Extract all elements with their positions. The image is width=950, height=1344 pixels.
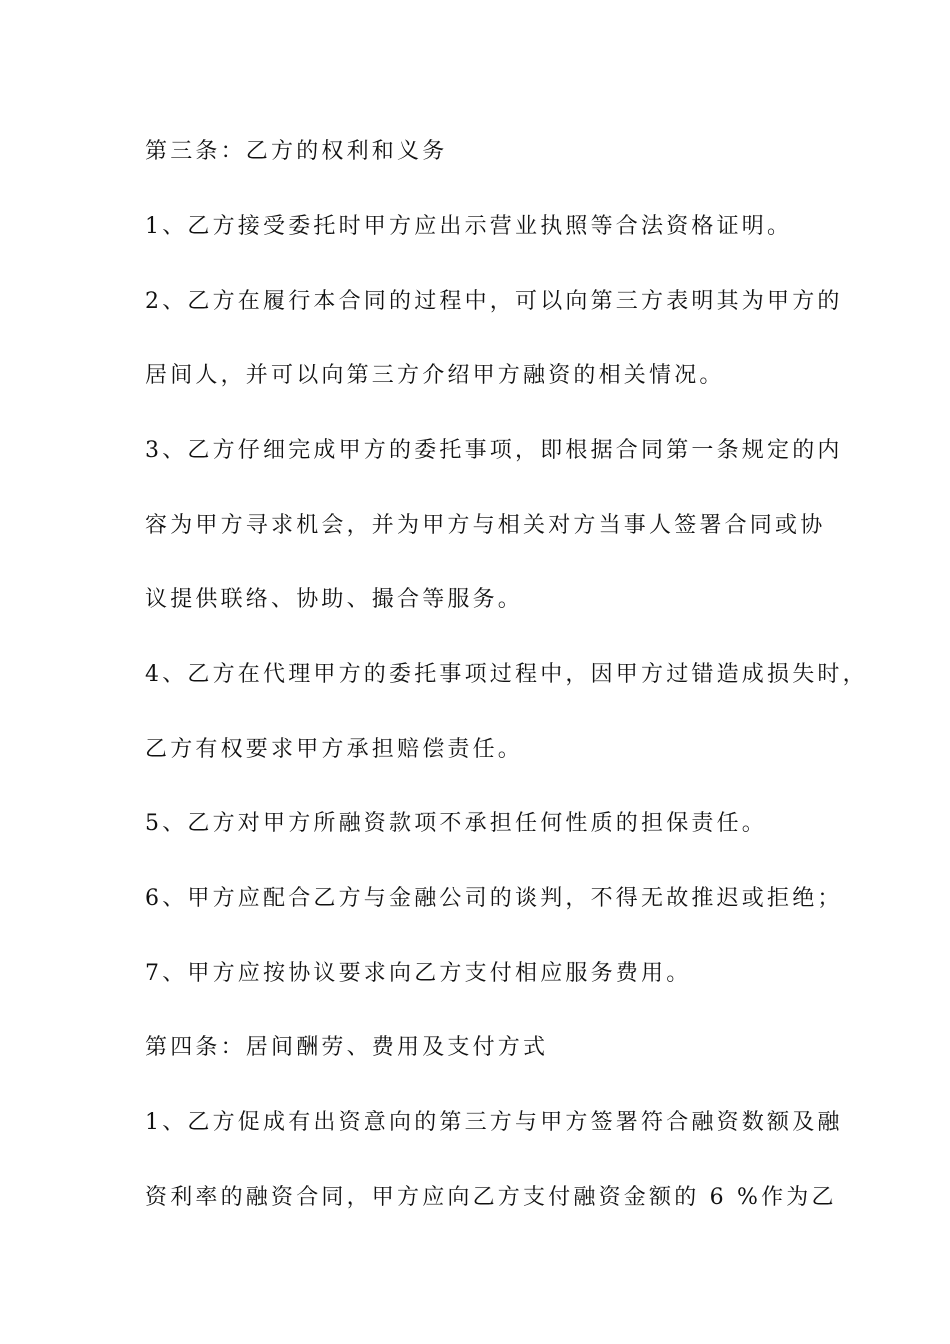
article-3-clause-7: 7、甲方应按协议要求向乙方支付相应服务费用。 (145, 961, 692, 986)
article-3-heading: 第三条：乙方的权利和义务 (145, 139, 448, 164)
article-3-clause-2-line-2: 居间人，并可以向第三方介绍甲方融资的相关情况。 (145, 363, 725, 388)
article-4-clause-1-line-1: 1、乙方促成有出资意向的第三方与甲方签署符合融资数额及融 (145, 1110, 843, 1135)
article-3-clause-4-line-2: 乙方有权要求甲方承担赔偿责任。 (145, 737, 524, 762)
article-3-clause-1: 1、乙方接受委托时甲方应出示营业执照等合法资格证明。 (145, 214, 793, 239)
article-4-clause-1-line-2: 资利率的融资合同，甲方应向乙方支付融资金额的 6 %作为乙 (145, 1185, 837, 1210)
article-3-clause-3-line-1: 3、乙方仔细完成甲方的委托事项，即根据合同第一条规定的内 (145, 438, 843, 463)
article-3-clause-4-line-1: 4、乙方在代理甲方的委托事项过程中，因甲方过错造成损失时， (145, 662, 868, 687)
article-4-heading: 第四条：居间酬劳、费用及支付方式 (145, 1035, 549, 1060)
article-3-clause-6: 6、甲方应配合乙方与金融公司的谈判，不得无故推迟或拒绝； (145, 886, 843, 911)
article-3-clause-5: 5、乙方对甲方所融资款项不承担任何性质的担保责任。 (145, 811, 767, 836)
article-3-clause-2-line-1: 2、乙方在履行本合同的过程中，可以向第三方表明其为甲方的 (145, 289, 843, 314)
article-3-clause-3-line-2: 容为甲方寻求机会，并为甲方与相关对方当事人签署合同或协 (145, 513, 826, 538)
article-3-clause-3-line-3: 议提供联络、协助、撮合等服务。 (145, 587, 524, 612)
